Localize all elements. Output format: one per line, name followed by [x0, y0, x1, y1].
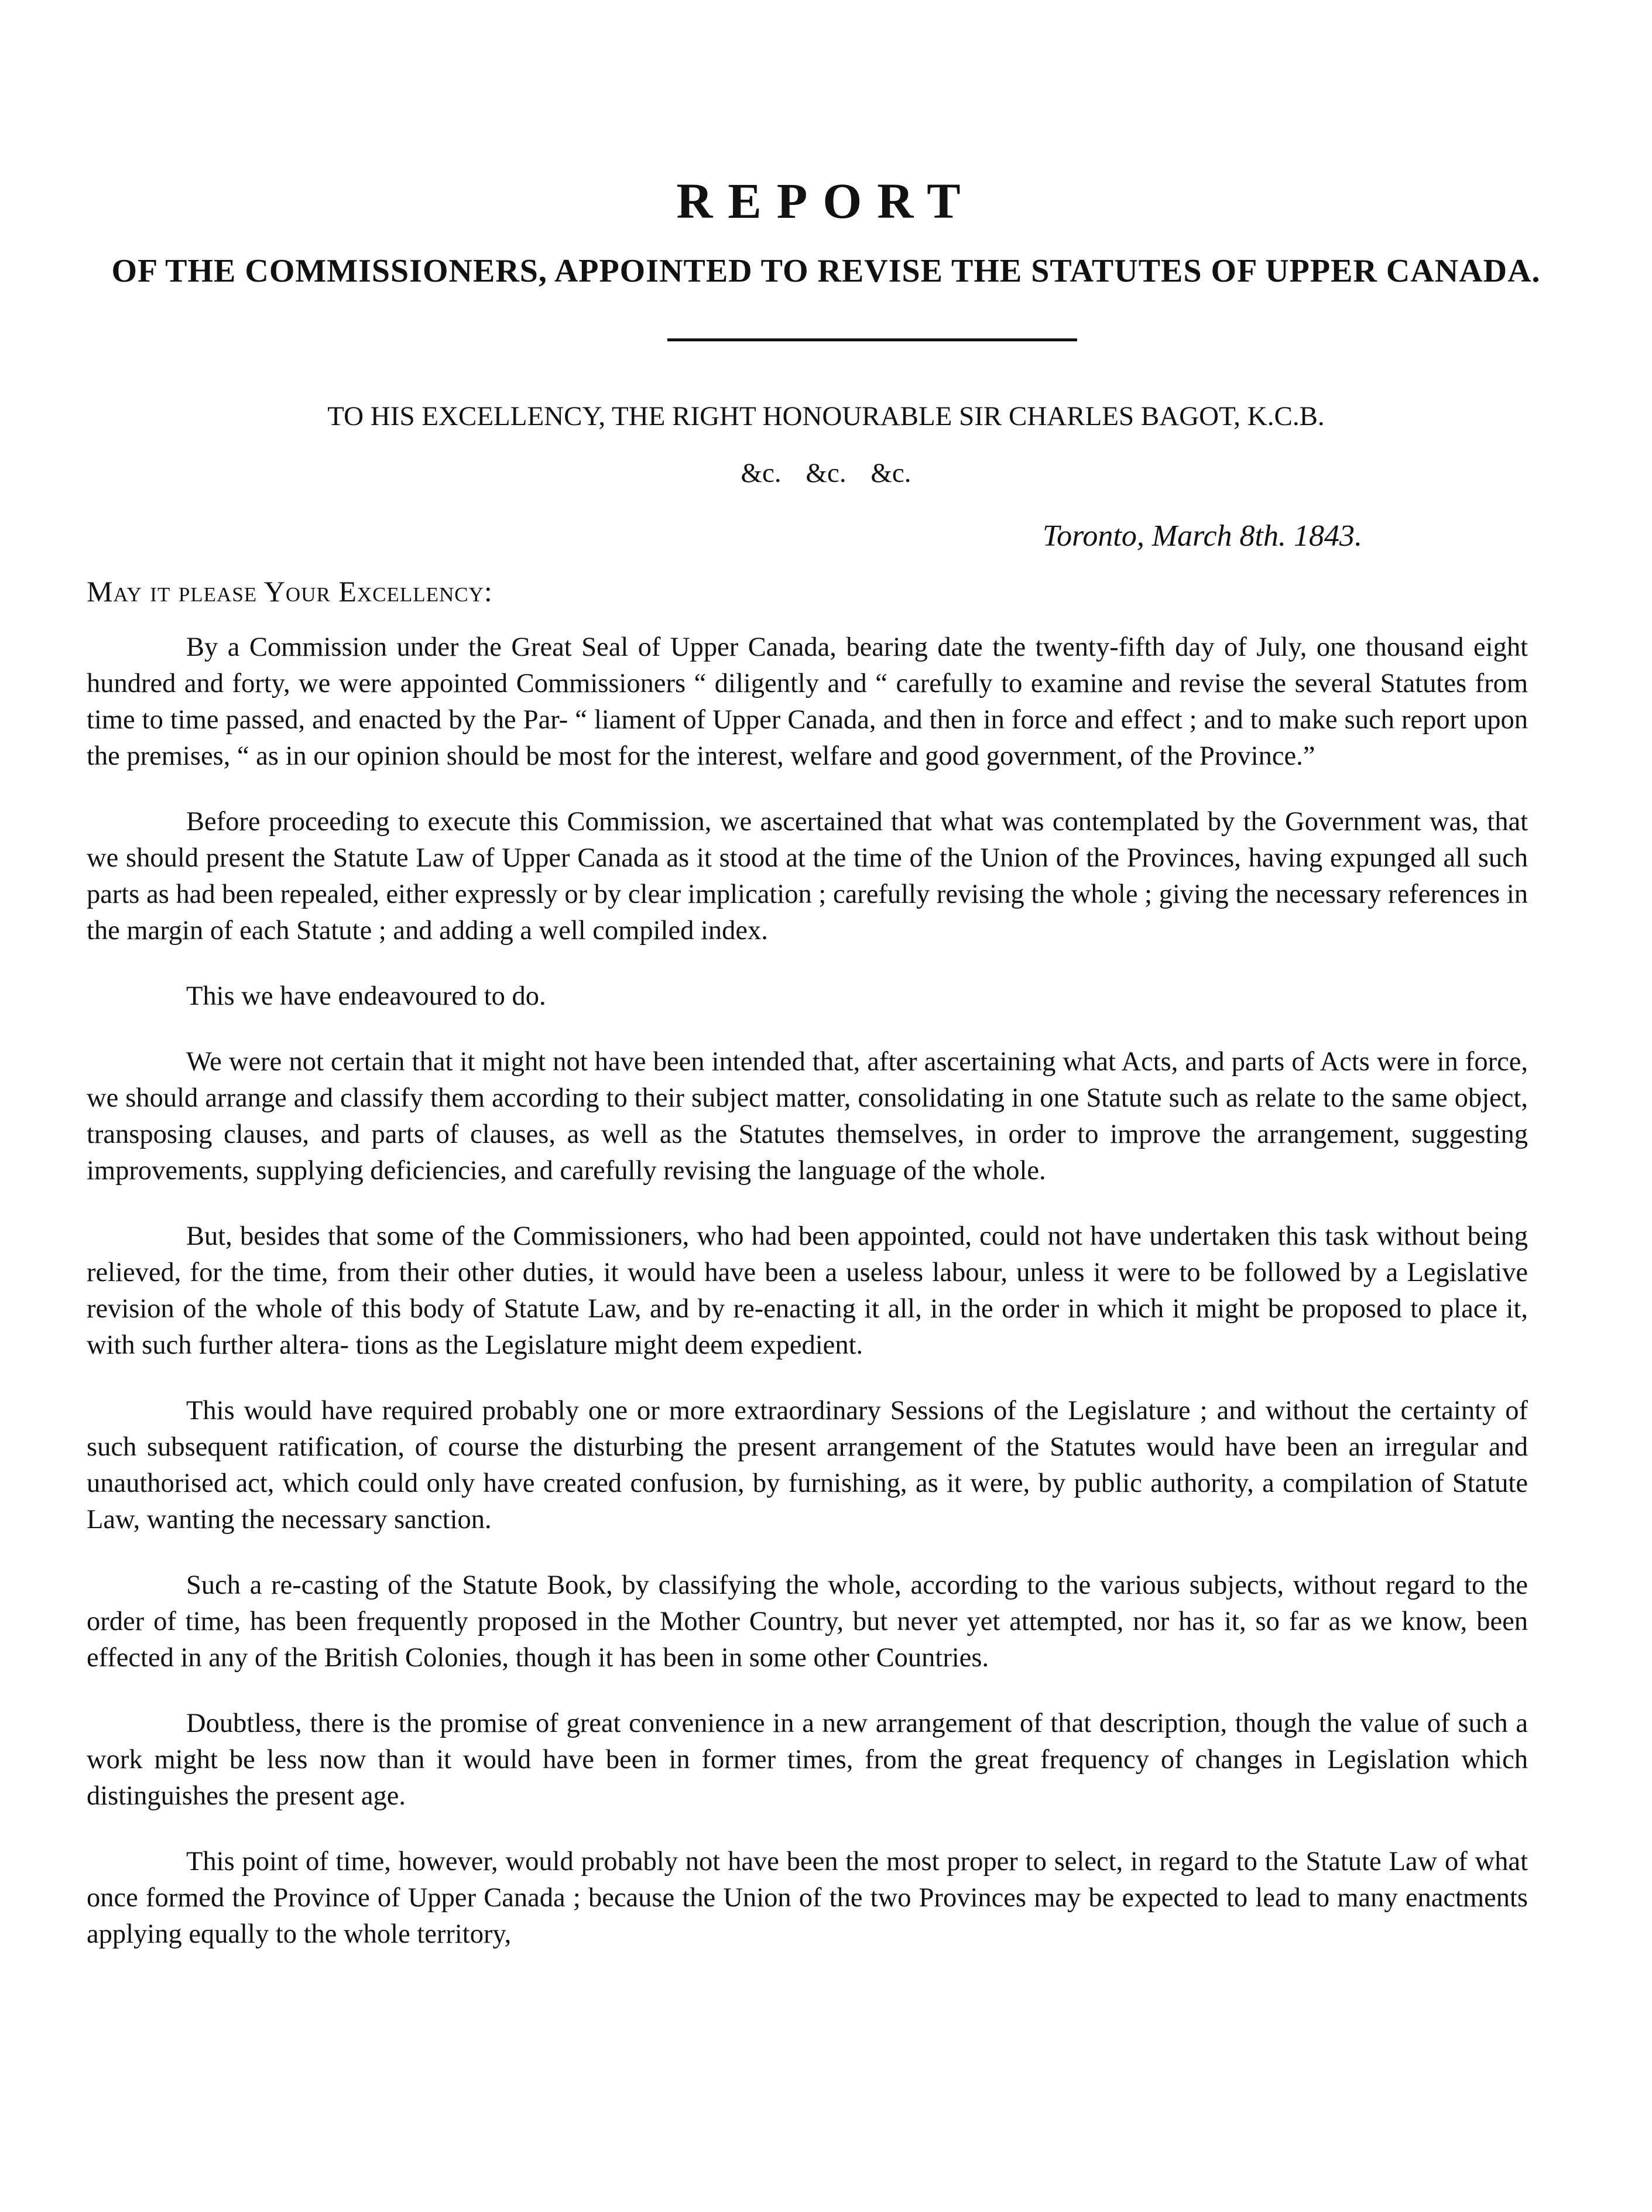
address-etc: &c. &c. &c. [741, 458, 911, 488]
title-rule [667, 338, 1077, 341]
paragraph: Before proceeding to execute this Commission, we ascertained that what was contemplated by the Government was, that we should present the Statute Law of Upper Canada as it stood at the time of the Union of the Provinces, having expunged all such parts as had been repealed, either expressly or by clear implication ; carefully revising the whole ; giving the necessary references in the margin of each Statute ; and adding a well compiled index. [87, 807, 1528, 946]
paragraph: Doubtless, there is the promise of great convenience in a new arrangement of that description, though the value of such a work might be less now than it would have been in former times, from the great frequency of changes in Legislation which distinguishes the present age. [87, 1708, 1528, 1811]
paragraph: This point of time, however, would probably not have been the most proper to select, in regard to the Statute Law of what once formed the Province of Upper Canada ; because the Union of the two Provinces may be expected to lead to many enactments applying equally to the whole territory, [87, 1847, 1528, 1949]
paragraph: We were not certain that it might not have been intended that, after ascertaining what Acts, and parts of Acts were in force, we should arrange and classify them according to their subject matter, consolidating in one Statute such as relate to the same object, transposing clauses, and parts of clauses, as well as the Statutes themselves, in order to improve the arrangement, suggesting improvements, supplying deficiencies, and carefully revising the language of the whole. [87, 1047, 1528, 1186]
report-subtitle: OF THE COMMISSIONERS, APPOINTED TO REVISE THE STATUTES OF UPPER CANADA. [111, 253, 1541, 289]
address-line: TO HIS EXCELLENCY, THE RIGHT HONOURABLE SIR CHARLES BAGOT, K.C.B. [327, 401, 1325, 432]
paragraph: But, besides that some of the Commissioners, who had been appointed, could not have undertaken this task without being relieved, for the time, from their other duties, it would have been a useless labour, unless it were to be followed by a Legislative revision of the whole of this body of Statute Law, and by re-enacting it all, in the order in which it might be proposed to place it, with such further altera- tions as the Legislature might deem expedient. [87, 1221, 1528, 1360]
paragraph: Such a re-casting of the Statute Book, by classifying the whole, according to the various subjects, without regard to the order of time, has been frequently proposed in the Mother Country, but never yet attempted, nor has it, so far as we know, been effected in any of the British Colonies, though it has been in some other Countries. [87, 1570, 1528, 1673]
report-title: REPORT [676, 173, 976, 229]
report-body [87, 629, 1528, 1982]
paragraph: This would have required probably one or more extraordinary Sessions of the Legislature ; and without the certainty of such subsequent ratification, of course the disturbing the present arrangement of the Statutes would have been an irregular and unauthorised act, which could only have created confusion, by furnishing, as it were, by public authority, a compilation of Statute Law, wanting the necessary sanction. [87, 1396, 1528, 1535]
paragraph: By a Commission under the Great Seal of Upper Canada, bearing date the twenty-fifth day of July, one thousand eight hundred and forty, we were appointed Commissioners “ diligently and “ carefully to examine and revise the several Statutes from time to time passed, and enacted by the Par- “ liament of Upper Canada, and then in force and effect ; and to make such report upon the premises, “ as in our opinion should be most for the interest, welfare and good government, of the Province.” [87, 632, 1528, 771]
dateline: Toronto, March 8th. 1843. [1042, 519, 1362, 553]
paragraph: This we have endeavoured to do. [186, 981, 546, 1011]
salutation: May it please Your Excellency: [87, 575, 493, 608]
